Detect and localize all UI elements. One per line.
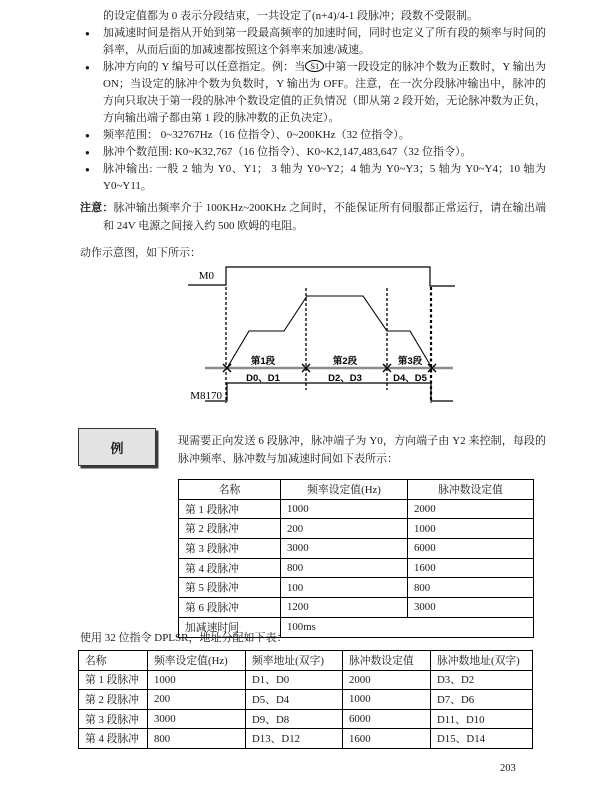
bullet-text: 加减速时间是指从开始到第一段最高频率的加速时间，同时也定义了所有段的频率与时间的斜率，从而后面的加减速都按照这个斜率来加速/减速。 [103, 27, 546, 56]
cell-frequency: 1200 [281, 598, 408, 618]
note-label: 注意： [80, 202, 114, 214]
cell-name: 第 2 段脉冲 [179, 519, 281, 539]
bullet-icon: ● [85, 165, 90, 174]
segment-2-registers: D2、D3 [328, 373, 362, 384]
cell-accel-decel-label: 加减速时间 [179, 617, 281, 637]
col-header-frequency-address: 频率地址(双字) [246, 651, 343, 671]
cell-name: 第 2 段脉冲 [79, 690, 148, 710]
bullet-item-pulse-output [85, 161, 546, 195]
table-row [79, 709, 533, 729]
example-description: 现需要正向发送 6 段脉冲，脉冲端子为 Y0，方向端子由 Y2 来控制，每段的脉冲频率、脉冲数与加减速时间如下表所示： [178, 435, 546, 465]
cell-frequency: 800 [148, 729, 246, 749]
segment-2-name: 第2段 [332, 356, 358, 367]
bullet-text: 脉冲输出: 一般 2 轴为 Y0、Y1； 3 轴为 Y0~Y2；4 轴为 Y0~Y3；5 轴为 Y0~Y4；10 轴为 Y0~Y11。 [103, 163, 546, 192]
note-text: 脉冲输出频率介于 100KHz~200KHz 之间时，不能保证所有伺服都正常运行，请在输出端和 24V 电源之间接入约 500 欧姆的电阻。 [103, 202, 546, 232]
table-row [79, 690, 533, 710]
cell-pulse-count: 1600 [343, 729, 431, 749]
col-header-pulse-count: 脉冲数设定值 [343, 651, 431, 671]
table-row [79, 729, 533, 749]
segment-1-name: 第1段 [250, 356, 276, 367]
table-row [179, 558, 534, 578]
example-badge-box [78, 428, 156, 466]
cell-frequency: 200 [148, 690, 246, 710]
cell-pulse-count: 3000 [408, 598, 534, 618]
m8170-signal-label: M8170 [190, 390, 222, 402]
bullet-text: 频率范围： 0~32767Hz（16 位指令）、0~200KHz（32 位指令）。 [103, 129, 410, 141]
table-header-row [79, 651, 533, 671]
table-row [79, 670, 533, 690]
m8170-waveform [205, 383, 453, 401]
table-header-row [179, 480, 534, 500]
bullet-text: 脉冲个数范围: K0~K32,767（16 位指令）、K0~K2,147,483,647（32 位指令）。 [103, 146, 472, 158]
table-row [179, 519, 534, 539]
cell-frequency: 200 [281, 519, 408, 539]
bullet-icon: ● [85, 29, 90, 38]
cell-name: 第 6 段脉冲 [179, 598, 281, 618]
bullet-item-pulse-direction [85, 59, 546, 127]
cell-pulse-count: 1000 [408, 519, 534, 539]
cell-name: 第 4 段脉冲 [179, 558, 281, 578]
col-header-frequency: 频率设定值(Hz) [281, 480, 408, 500]
cell-pulse-count: 2000 [343, 670, 431, 690]
col-header-name: 名称 [179, 480, 281, 500]
cell-frequency: 800 [281, 558, 408, 578]
cell-frequency: 1000 [148, 670, 246, 690]
cell-frequency: 1000 [281, 499, 408, 519]
cell-pulse-count-address: D3、D2 [431, 670, 533, 690]
cell-pulse-count: 1000 [343, 690, 431, 710]
bullet-item-frequency-range [85, 127, 546, 144]
cell-pulse-count: 800 [408, 578, 534, 598]
cell-name: 第 3 段脉冲 [79, 709, 148, 729]
segment-1-registers: D0、D1 [246, 373, 280, 384]
table-row [179, 539, 534, 559]
cell-pulse-count-address: D11、D10 [431, 709, 533, 729]
paragraph-continuation: 的设定值都为 0 表示分段结束，一共设定了(n+4)/4-1 段脉冲；段数不受限制。 [103, 10, 478, 22]
cell-frequency-address: D9、D8 [246, 709, 343, 729]
table-row [179, 598, 534, 618]
col-header-pulse-count: 脉冲数设定值 [408, 480, 534, 500]
table-row [179, 499, 534, 519]
col-header-frequency: 频率设定值(Hz) [148, 651, 246, 671]
operand-s1-badge: S1 [305, 60, 324, 72]
bullet-text-post: 中第一段设定的脉冲个数为正数时，Y 输出为 ON；当设定的脉冲个数为负数时，Y 输出为 OFF。注意，在一次分段脉冲输出中，脉冲的方向只取决于第一段的脉冲个数设定值的正负情况（即从第 2 段开始，无论脉冲数为正负，方向输出端子都由第 1 段的脉冲数的正负决定）。 [103, 61, 546, 124]
diagram-caption: 动作示意图，如下所示： [80, 247, 201, 259]
timing-diagram [150, 260, 462, 410]
cell-pulse-count: 6000 [408, 539, 534, 559]
table-row [179, 578, 534, 598]
cell-frequency-address: D5、D4 [246, 690, 343, 710]
m0-waveform [188, 267, 455, 286]
cell-name: 第 1 段脉冲 [179, 499, 281, 519]
m0-signal-label: M0 [198, 270, 214, 282]
cell-accel-decel-value: 100ms [281, 617, 534, 637]
cell-name: 第 4 段脉冲 [79, 729, 148, 749]
col-header-pulse-count-address: 脉冲数地址(双字) [431, 651, 533, 671]
pulse-settings-table [178, 479, 534, 638]
cell-pulse-count-address: D15、D14 [431, 729, 533, 749]
cell-frequency: 100 [281, 578, 408, 598]
cell-pulse-count-address: D7、D6 [431, 690, 533, 710]
cell-pulse-count: 6000 [343, 709, 431, 729]
cell-name: 第 1 段脉冲 [79, 670, 148, 690]
bullet-text-pre: 脉冲方向的 Y 编号可以任意指定。例：当 [103, 61, 306, 73]
bullet-icon: ● [85, 131, 90, 140]
cell-frequency-address: D13、D12 [246, 729, 343, 749]
bullet-item-accel-time [85, 25, 546, 59]
cell-frequency: 3000 [148, 709, 246, 729]
cell-pulse-count: 2000 [408, 499, 534, 519]
col-header-name: 名称 [79, 651, 148, 671]
dplsr-address-caption: 使用 32 位指令 DPLSR，地址分配如下表： [80, 632, 288, 644]
example-badge-label: 例 [110, 440, 124, 456]
bullet-item-pulse-count-range [85, 144, 546, 161]
segment-3-name: 第3段 [397, 356, 423, 367]
cell-name: 第 5 段脉冲 [179, 578, 281, 598]
cell-name: 第 3 段脉冲 [179, 539, 281, 559]
cell-frequency: 3000 [281, 539, 408, 559]
bullet-icon: ● [85, 148, 90, 157]
cell-pulse-count: 1600 [408, 558, 534, 578]
page-number: 203 [500, 763, 516, 774]
bullet-icon: ● [85, 63, 90, 72]
note-block [80, 200, 546, 235]
segment-3-registers: D4、D5 [393, 373, 427, 384]
address-allocation-table [78, 650, 533, 749]
cell-frequency-address: D1、D0 [246, 670, 343, 690]
